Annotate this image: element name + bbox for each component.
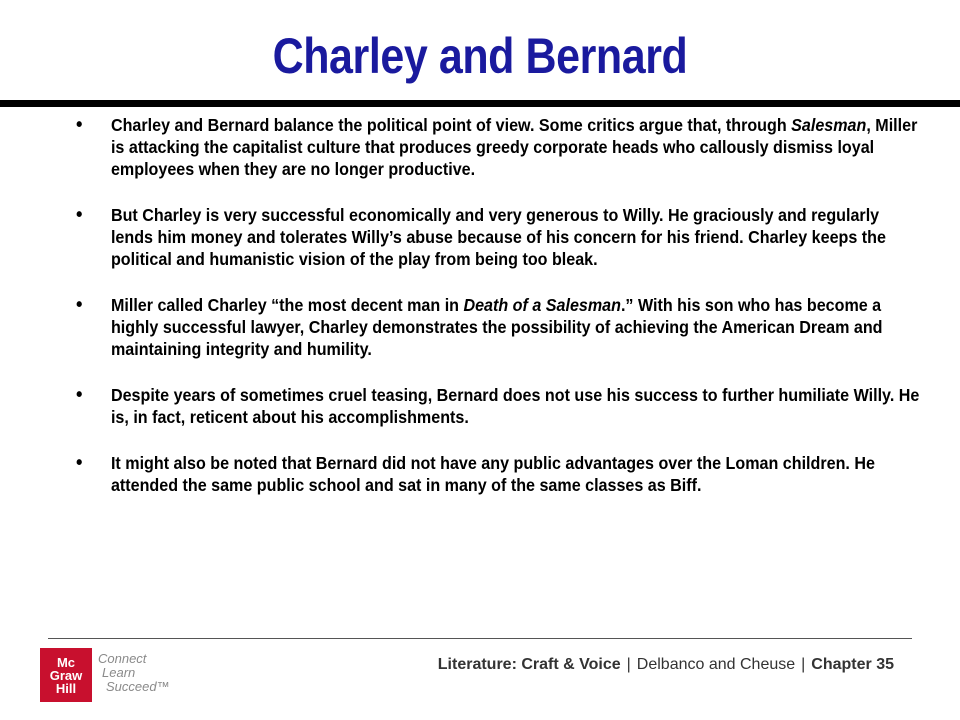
bullet-text: Miller called Charley “the most decent man in Death of a Salesman.” With his son who has become a highly successful lawyer, Charley demonstrates the possibility of achieving the American Dream and maintaining integrity and humility. bbox=[110, 295, 883, 359]
footer-citation bbox=[438, 656, 894, 674]
slide-title: Charley and Bernard bbox=[272, 28, 688, 84]
publisher-tagline bbox=[98, 652, 170, 694]
logo-text: Mc bbox=[56, 654, 76, 670]
bullet-item bbox=[76, 452, 922, 496]
bullet-dot-icon: • bbox=[76, 294, 83, 316]
footer-book-title: Literature: Craft & Voice bbox=[437, 656, 621, 673]
bullet-dot-icon: • bbox=[76, 384, 83, 406]
logo-text: Hill bbox=[55, 680, 77, 696]
bullet-dot-icon: • bbox=[76, 452, 83, 474]
bullet-item bbox=[76, 294, 922, 360]
bullet-item bbox=[76, 384, 922, 428]
bullet-dot-icon: • bbox=[76, 114, 83, 136]
bullet-text: Despite years of sometimes cruel teasing, Bernard does not use his success to further humiliate Willy. He is, in fact, reticent about his accomplishments. bbox=[110, 385, 920, 427]
footer-chapter: Chapter 35 bbox=[811, 656, 894, 673]
bullet-list bbox=[76, 114, 922, 520]
bullet-item bbox=[76, 204, 922, 270]
tagline-word: Succeed™ bbox=[106, 679, 170, 694]
footer-separator: | bbox=[801, 656, 806, 673]
title-divider bbox=[0, 100, 960, 107]
bullet-text: It might also be noted that Bernard did not have any public advantages over the Loman children. He attended the same public school and sat in many of the same classes as Biff. bbox=[110, 453, 875, 495]
bullet-dot-icon: • bbox=[76, 204, 83, 226]
footer-authors: Delbanco and Cheuse bbox=[636, 656, 796, 673]
tagline-word: Learn bbox=[102, 665, 136, 680]
logo-text: Graw bbox=[49, 667, 83, 683]
tagline-word: Connect bbox=[98, 651, 147, 666]
footer-separator: | bbox=[626, 656, 631, 673]
publisher-logo bbox=[40, 648, 92, 702]
bullet-text: But Charley is very successful economically and very generous to Willy. He graciously and regularly lends him money and tolerates Willy’s abuse because of his concern for his friend. Charley keeps the political and humanistic vision of the play from being too bleak. bbox=[110, 205, 886, 269]
footer-divider bbox=[48, 638, 912, 639]
bullet-item bbox=[76, 114, 922, 180]
bullet-text: Charley and Bernard balance the political point of view. Some critics argue that, through Salesman, Miller is attacking the capitalist culture that produces greedy corporate heads who callously dismiss loyal employees when they are no longer productive. bbox=[110, 115, 918, 179]
